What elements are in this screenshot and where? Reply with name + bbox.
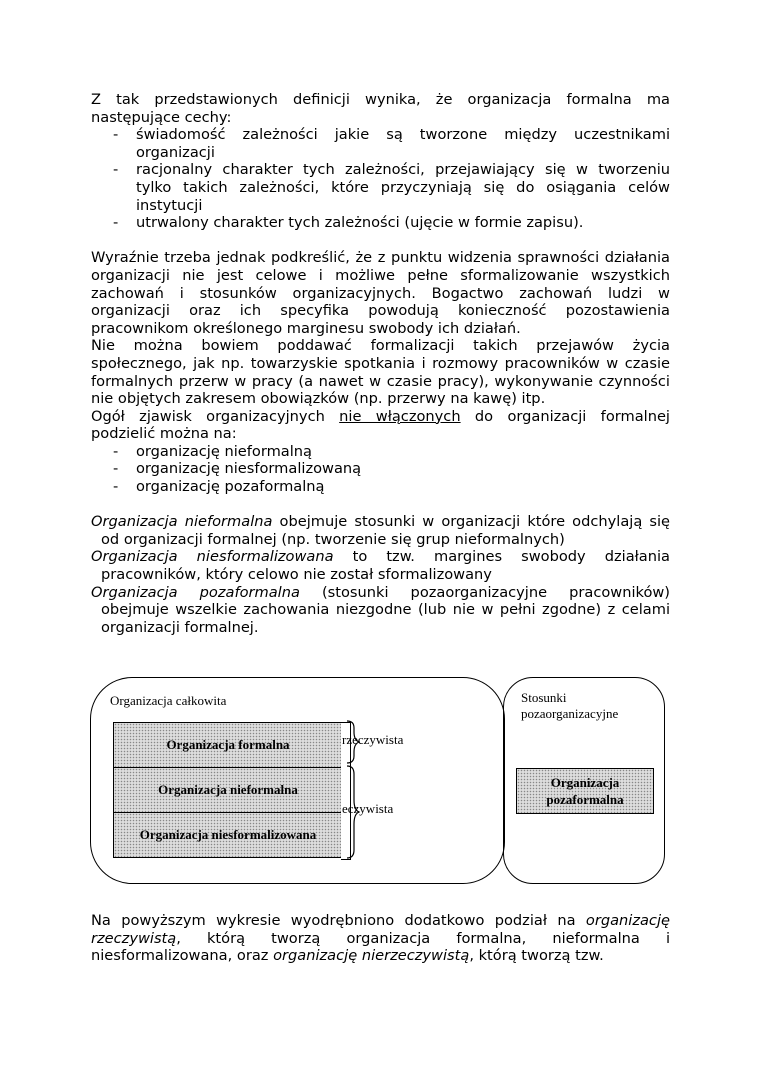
definition-text: to tzw. margines swobody działania pracowników, który celowo nie został sformalizowany bbox=[101, 548, 670, 584]
intro-lead: Z tak przedstawionych definicji wynika, że organizacja formalna ma następujące cechy: bbox=[91, 91, 670, 126]
italic-term: organizację nierzeczywistą bbox=[273, 947, 470, 965]
closing-paragraph bbox=[91, 912, 670, 965]
text-span: , którą tworzą organizacja formalna, nieformalna i niesformalizowana, oraz bbox=[91, 929, 670, 965]
extra-formal-organization-box: Organizacja pozaformalna bbox=[516, 768, 654, 814]
text-span: , którą tworzą tzw. bbox=[469, 947, 604, 965]
text-span: Na powyższym wykresie wyodrębniono dodatkowo podział na bbox=[91, 912, 586, 929]
definition bbox=[91, 548, 670, 583]
text-span: Ogół zjawisk organizacyjnych bbox=[91, 407, 340, 425]
underlined-text: nie włączonych bbox=[339, 407, 461, 425]
definition-text: obejmuje stosunki w organizacji które odchylają się od organizacji formalnej (np. tworzenie się grup nieformalnych) bbox=[101, 513, 670, 548]
list-item: - organizację pozaformalną bbox=[91, 478, 670, 496]
formal-organization-box: Organizacja formalna bbox=[113, 722, 343, 768]
text-span: do organizacji formalnej podzielić można na: bbox=[91, 407, 670, 443]
list-item: - organizację nieformalną bbox=[91, 443, 670, 461]
definition-term: Organizacja pozaformalna bbox=[91, 583, 300, 601]
unformalized-organization-box: Organizacja niesformalizowana bbox=[113, 812, 343, 858]
paragraph: Wyraźnie trzeba jednak podkreślić, że z punktu widzenia sprawności działania organizacji nie jest celowe i możliwe pełne sformalizowanie wszystkich zachowań i stosunków organizacyjnych. Bogactwo zachowań ludzi w organizacji oraz ich specyfika powodują konieczność pozostawienia pracownikom określonego marginesu swobody ich działań. bbox=[91, 249, 670, 337]
total-organization-label: Organizacja całkowita bbox=[110, 693, 227, 708]
list-item: - utrwalony charakter tych zależności (ujęcie w formie zapisu). bbox=[91, 214, 670, 232]
paragraph: Nie można bowiem poddawać formalizacji takich przejawów życia społecznego, jak np. towarzyskie spotkania i rozmowy pracowników w czasie formalnych przerw w pracy (a nawet w czasie pracy), wykonywanie czynności nie objętych zakresem obowiązków (np. przerwy na kawę) itp. bbox=[91, 337, 670, 408]
features-list bbox=[91, 126, 670, 232]
brace-bottom-label: eczywista bbox=[342, 801, 394, 816]
italic-term: organizację rzeczywistą bbox=[91, 912, 670, 947]
list-item: - świadomość zależności jakie są tworzone między uczestnikami organizacji bbox=[91, 126, 670, 161]
external-relations-label: Stosunki pozaorganizacyjne bbox=[521, 690, 619, 721]
definition-text: (stosunki pozaorganizacyjne pracowników) obejmuje wszelkie zachowania niezgodne (lub nie w pełni zgodne) z celami organizacji formalnej. bbox=[101, 583, 671, 636]
list-item: - organizację niesformalizowaną bbox=[91, 460, 670, 478]
organization-diagram bbox=[88, 675, 668, 887]
informal-organization-box: Organizacja nieformalna bbox=[113, 767, 343, 813]
paragraph bbox=[91, 408, 670, 443]
brace-top-label: rzeczywista bbox=[342, 732, 404, 747]
definition-term: Organizacja niesformalizowana bbox=[91, 548, 334, 566]
document-body bbox=[91, 91, 670, 636]
types-list bbox=[91, 443, 670, 496]
definition-term: Organizacja nieformalna bbox=[91, 513, 273, 531]
definition bbox=[91, 513, 670, 548]
definition bbox=[91, 584, 670, 637]
list-item: - racjonalny charakter tych zależności, przejawiający się w tworzeniu tylko takich zależności, które przyczyniają się do osiągania celów instytucji bbox=[91, 161, 670, 214]
